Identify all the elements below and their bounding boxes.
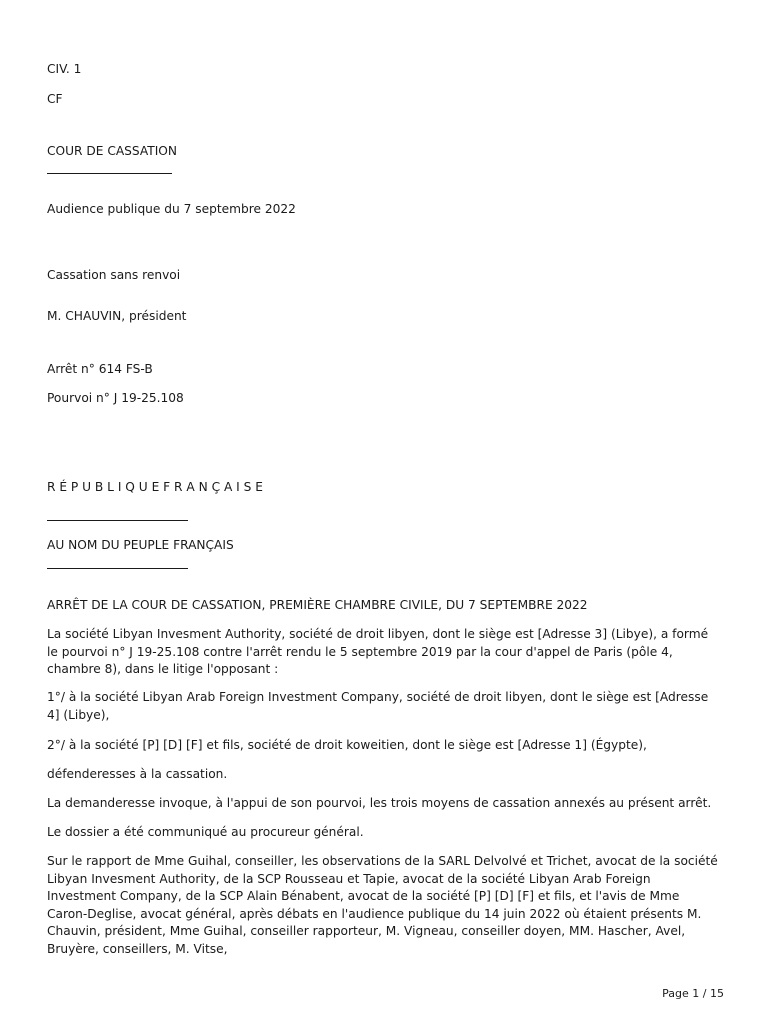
people-heading: AU NOM DU PEUPLE FRANÇAIS [47, 538, 234, 552]
clerk-code: CF [47, 92, 63, 106]
president-name: M. CHAUVIN, président [47, 309, 187, 323]
court-underline [47, 173, 172, 174]
paragraph-appeal: La société Libyan Invesment Authority, société de droit libyen, dont le siège est [Adresse 3] (Libye), a formé le pourvoi n° J 19-25.108 contre l'arrêt rendu le 5 septembre 2019 par la cour d'appel de Paris (pôle 4, chambre 8), dans le litige l'opposant : [47, 627, 709, 676]
paragraph-procureur: Le dossier a été communiqué au procureur général. [47, 825, 364, 839]
paragraph-grounds: La demanderesse invoque, à l'appui de son pourvoi, les trois moyens de cassation annexés au présent arrêt. [47, 796, 712, 810]
paragraph-respondents-label: défenderesses à la cassation. [47, 767, 228, 781]
chamber-code: CIV. 1 [47, 62, 82, 76]
people-underline [47, 568, 188, 569]
page-number: Page 1 / 15 [662, 987, 724, 1000]
republic-underline [47, 520, 188, 521]
paragraph-respondent-1: 1°/ à la société Libyan Arab Foreign Investment Company, société de droit libyen, dont le siège est [Adresse 4] (Libye), [47, 690, 709, 722]
paragraph-report: Sur le rapport de Mme Guihal, conseiller, les observations de la SARL Delvolvé et Trichet, avocat de la société Libyan Invesment Authority, de la SCP Rousseau et Tapie, avocat de la société Libyan Arab Foreign Investment Company, de la SCP Alain Bénabent, avocat de la société [P] [D] [F] et fils, et l'avis de Mme Caron-Deglise, avocat général, après débats en l'audience publique du 14 juin 2022 où étaient présents M. Chauvin, président, Mme Guihal, conseiller rapporteur, M. Vigneau, conseiller doyen, MM. Hascher, Avel, Bruyère, conseillers, M. Vitse, [47, 854, 718, 956]
paragraph-respondent-2: 2°/ à la société [P] [D] [F] et fils, société de droit koweitien, dont le siège est [Adresse 1] (Égypte), [47, 738, 647, 752]
arret-number: Arrêt n° 614 FS-B [47, 362, 153, 376]
decision-type: Cassation sans renvoi [47, 268, 181, 282]
court-name: COUR DE CASSATION [47, 144, 178, 158]
republic-heading: R É P U B L I Q U E F R A N Ç A I S E [47, 480, 263, 494]
judgment-title: ARRÊT DE LA COUR DE CASSATION, PREMIÈRE CHAMBRE CIVILE, DU 7 SEPTEMBRE 2022 [47, 598, 588, 612]
pourvoi-number: Pourvoi n° J 19-25.108 [47, 391, 184, 405]
hearing-date: Audience publique du 7 septembre 2022 [47, 202, 296, 216]
